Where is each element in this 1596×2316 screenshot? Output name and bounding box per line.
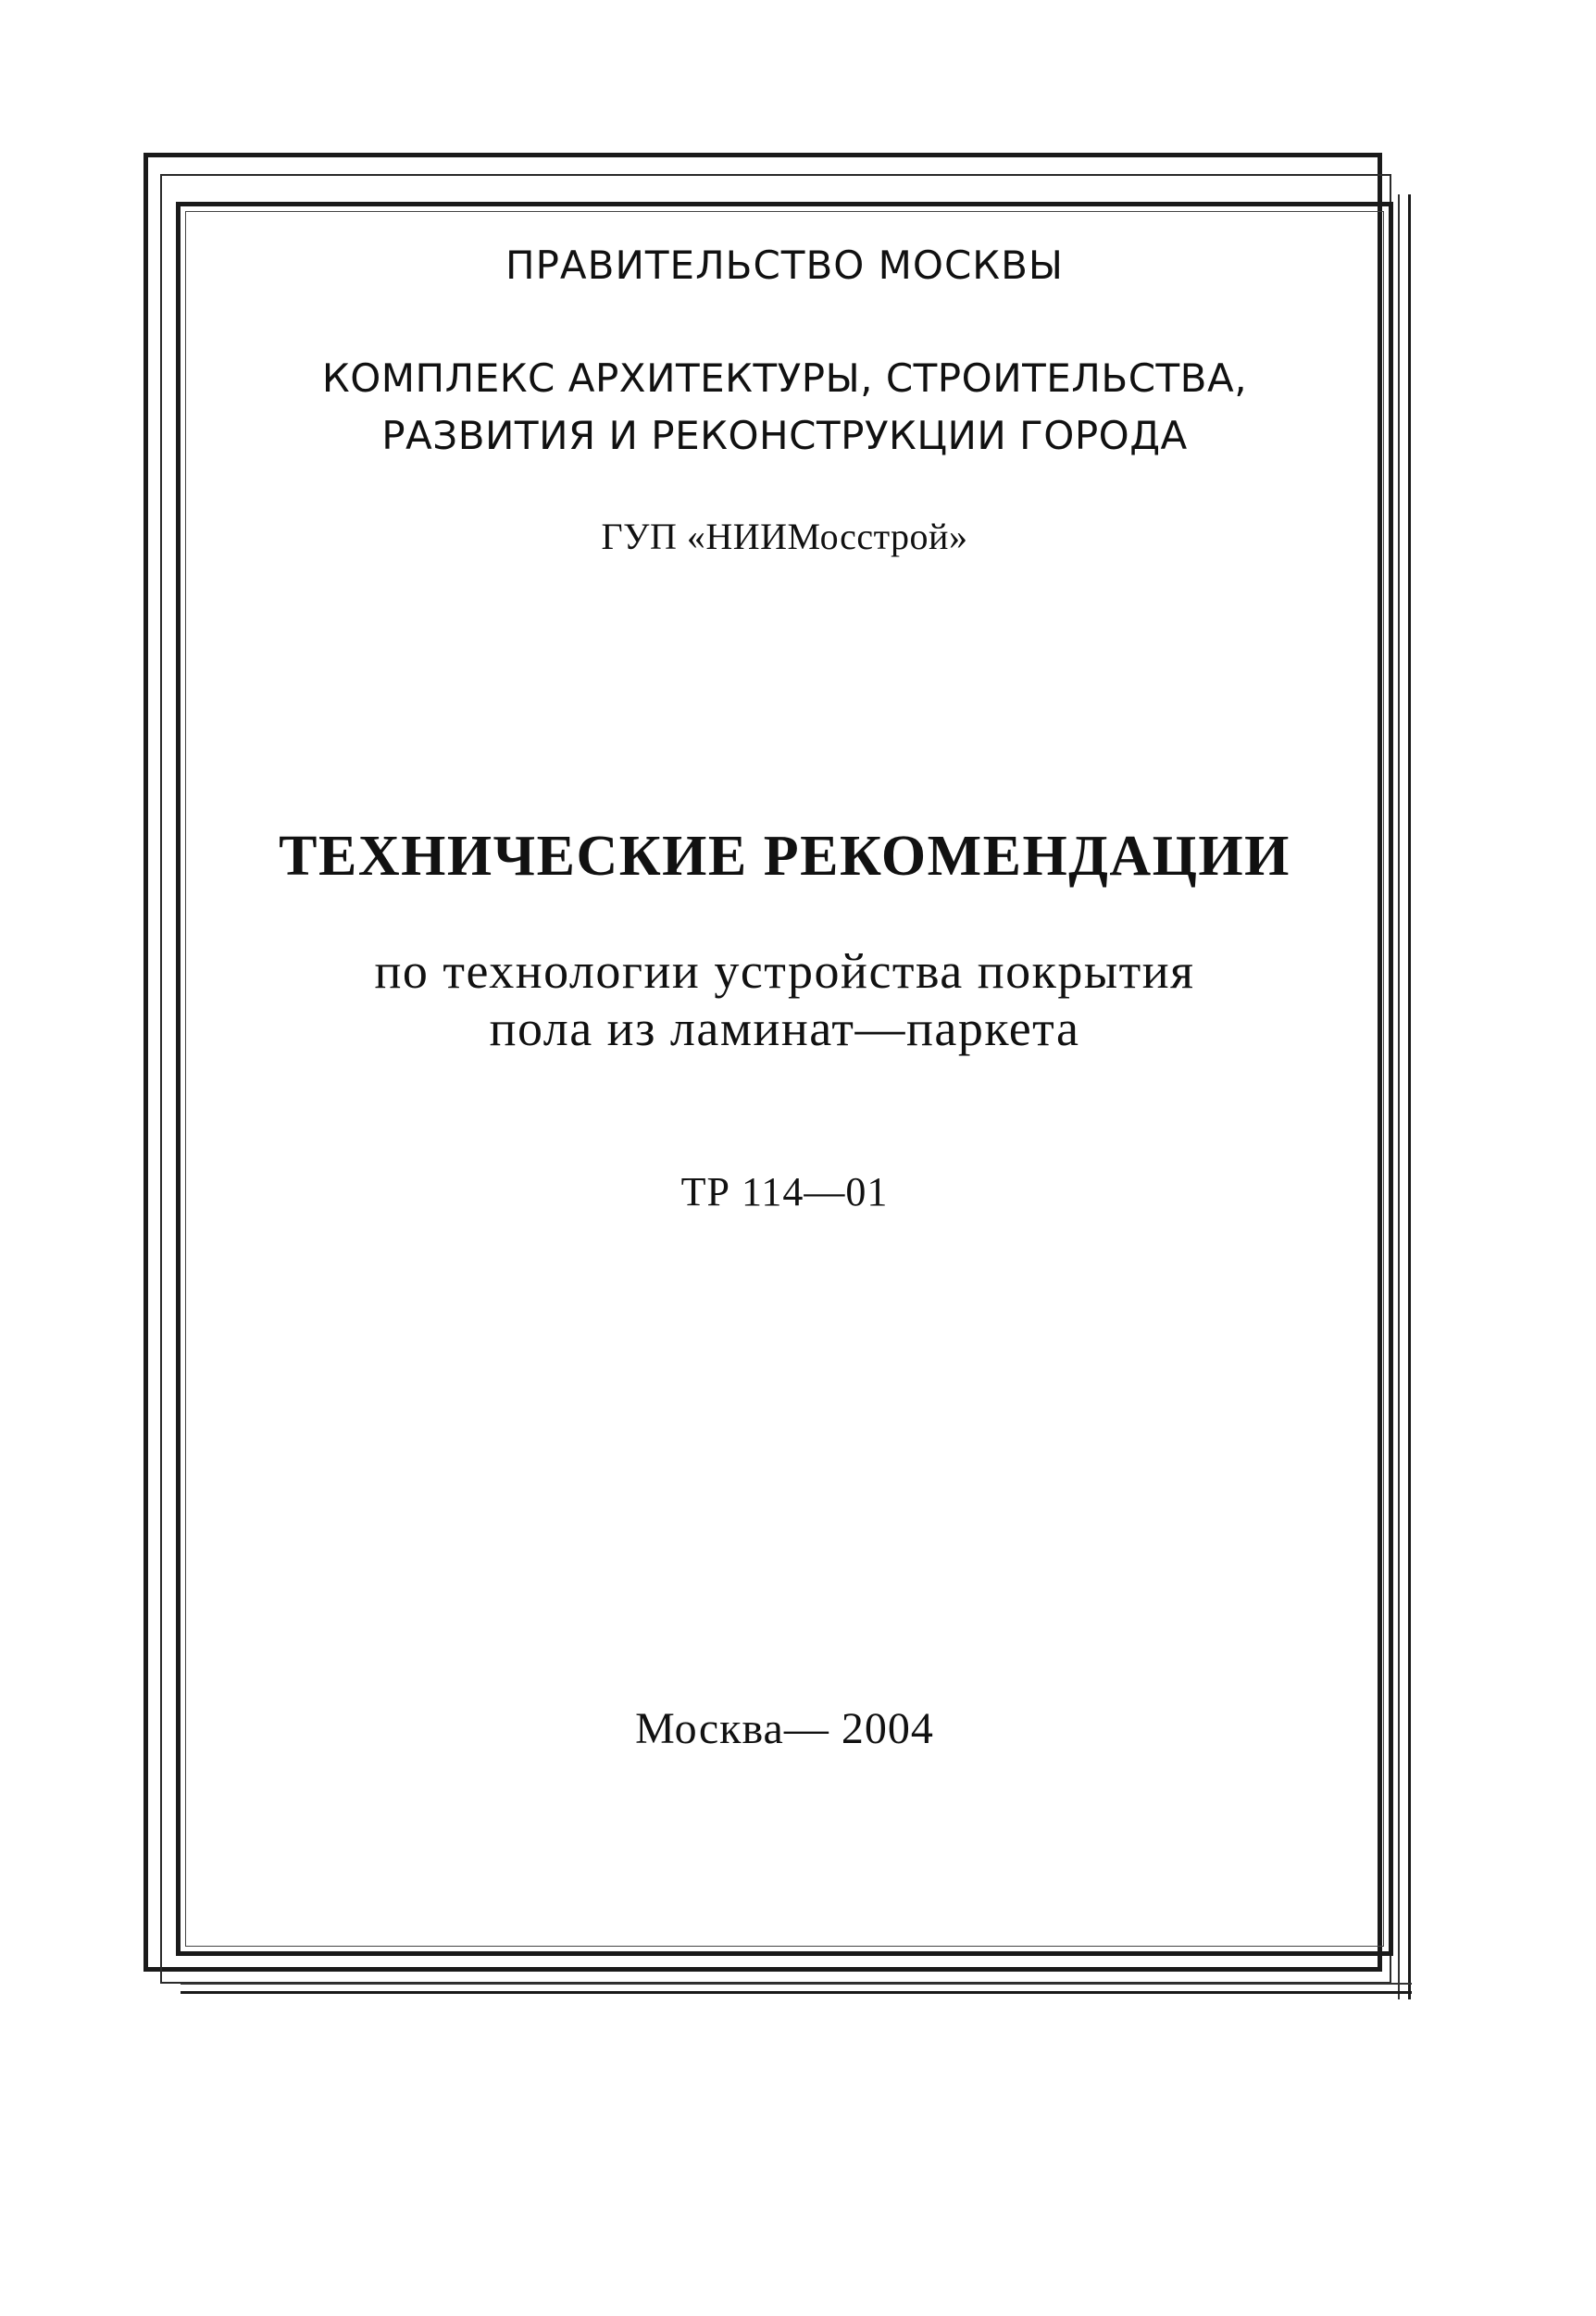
- frame-right-double-line: [1398, 194, 1411, 1999]
- frame-bottom-double-line: [181, 1983, 1412, 1994]
- document-subtitle: [185, 942, 1384, 1057]
- complex-heading: [185, 350, 1384, 465]
- government-heading: ПРАВИТЕЛЬСТВО МОСКВЫ: [505, 243, 1064, 288]
- document-title: ТЕХНИЧЕСКИЕ РЕКОМЕНДАЦИИ: [279, 825, 1291, 888]
- organization-name: ГУП «НИИМосстрой»: [601, 516, 968, 557]
- place-and-year: Москва— 2004: [635, 1704, 934, 1753]
- complex-heading-line-2: РАЗВИТИЯ И РЕКОНСТРУКЦИИ ГОРОДА: [381, 413, 1188, 458]
- document-subtitle-line-1: по технологии устройства покрытия: [374, 943, 1195, 999]
- document-subtitle-line-2: пола из ламинат—паркета: [489, 1001, 1080, 1056]
- frame-innermost-border: [185, 211, 1384, 1947]
- document-code: ТР 114—01: [680, 1169, 889, 1214]
- complex-heading-line-1: КОМПЛЕКС АРХИТЕКТУРЫ, СТРОИТЕЛЬСТВА,: [321, 355, 1248, 401]
